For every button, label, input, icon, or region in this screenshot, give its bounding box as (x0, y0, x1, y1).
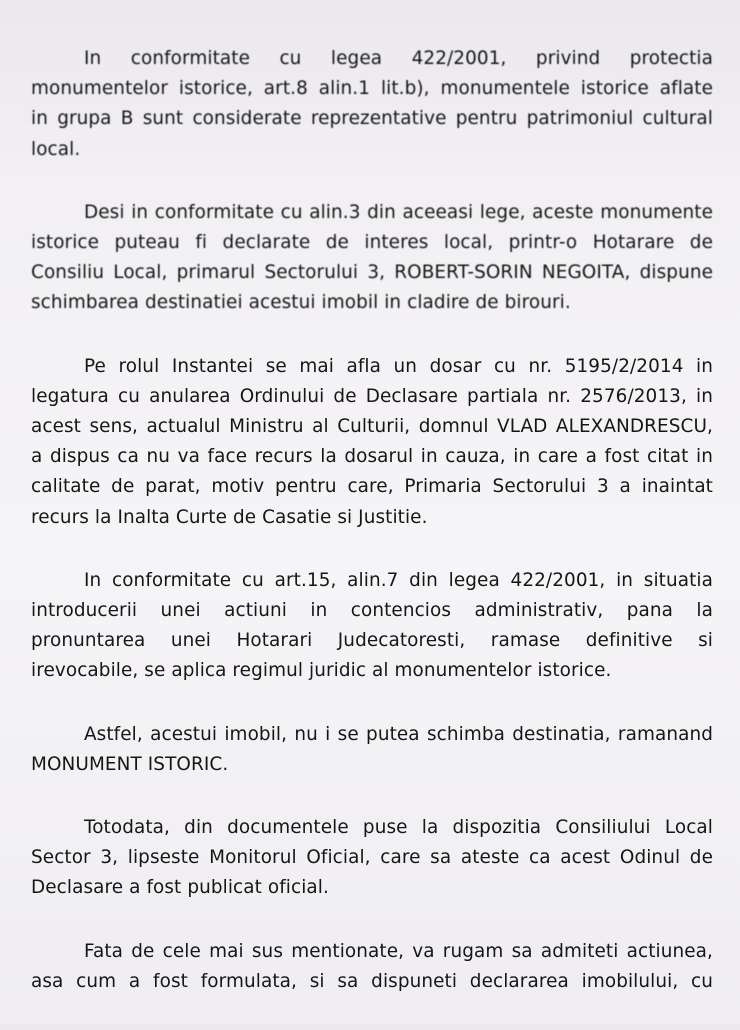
paragraph-6-line-3: Declasare a fost publicat oficial. (31, 877, 329, 899)
paragraph-4-line-1: In conformitate cu art.15, alin.7 din legea 422/2001, in situatia (84, 569, 713, 591)
paragraph-5-line-1: Astfel, acestui imobil, nu i se putea schimba destinatia, ramanand (84, 723, 713, 745)
document-page (31, 44, 713, 1030)
paragraph-4-line-3: pronuntarea unei Hotarari Judecatoresti, ramase definitive si (31, 630, 713, 652)
paragraph-2-line-4: schimbarea destinatiei acestui imobil in cladire de birouri. (31, 292, 571, 314)
paragraph-4-line-2: introducerii unei actiuni in contencios administrativ, pana la (31, 600, 713, 622)
paragraph-3-line-2: legatura cu anularea Ordinului de Declasare partiala nr. 2576/2013, in (31, 385, 713, 407)
paragraph-1-line-1: In conformitate cu legea 422/2001, privind protectia (84, 48, 713, 69)
paragraph-1 (31, 44, 713, 165)
paragraph-7-line-1: Fata de cele mai sus mentionate, va rugam sa admiteti actiunea, (84, 940, 713, 962)
paragraph-6-line-1: Totodata, din documentele puse la dispozitia Consiliului Local (84, 817, 713, 839)
paragraph-1-line-2: monumentelor istorice, art.8 alin.1 lit.b), monumentele istorice aflate (31, 78, 713, 100)
paragraph-7-line-2: asa cum a fost formulata, si sa dispuneti declararea imobilului, cu (31, 970, 713, 992)
paragraph-3-line-3: acest sens, actualul Ministru al Culturii, domnul VLAD ALEXANDRESCU, (31, 416, 713, 438)
paragraph-2-line-1: Desi in conformitate cu alin.3 din aceeasi lege, aceste monumente (84, 201, 713, 223)
paragraph-3-line-6: recurs la Inalta Curte de Casatie si Justitie. (31, 506, 428, 528)
paragraph-6-line-2: Sector 3, lipseste Monitorul Oficial, care sa ateste ca acest Odinul de (31, 847, 713, 869)
paragraph-3-line-4: a dispus ca nu va face recurs la dosarul in cauza, in care a fost citat in (31, 446, 713, 468)
paragraph-1-line-3: in grupa B sunt considerate reprezentative pentru patrimoniul cultural (31, 108, 713, 130)
paragraph-3-line-5: calitate de parat, motiv pentru care, Primaria Sectorului 3 a inaintat (31, 476, 713, 498)
paragraph-2-line-3: Consiliu Local, primarul Sectorului 3, ROBERT-SORIN NEGOITA, dispune (31, 262, 713, 284)
paragraph-6 (31, 813, 713, 904)
paragraph-3 (31, 352, 713, 533)
paragraph-2 (31, 198, 713, 319)
paragraph-2-line-2: istorice puteau fi declarate de interes local, printr-o Hotarare de (31, 232, 713, 254)
paragraph-5-line-2: MONUMENT ISTORIC. (31, 753, 229, 775)
paragraph-7 (31, 937, 713, 997)
paragraph-3-line-1: Pe rolul Instantei se mai afla un dosar cu nr. 5195/2/2014 in (84, 355, 713, 377)
paragraph-1-line-4: local. (31, 138, 81, 160)
paragraph-5 (31, 720, 713, 780)
paragraph-4-line-4: irevocabile, se aplica regimul juridic al monumentelor istorice. (31, 660, 612, 682)
paragraph-4 (31, 566, 713, 687)
